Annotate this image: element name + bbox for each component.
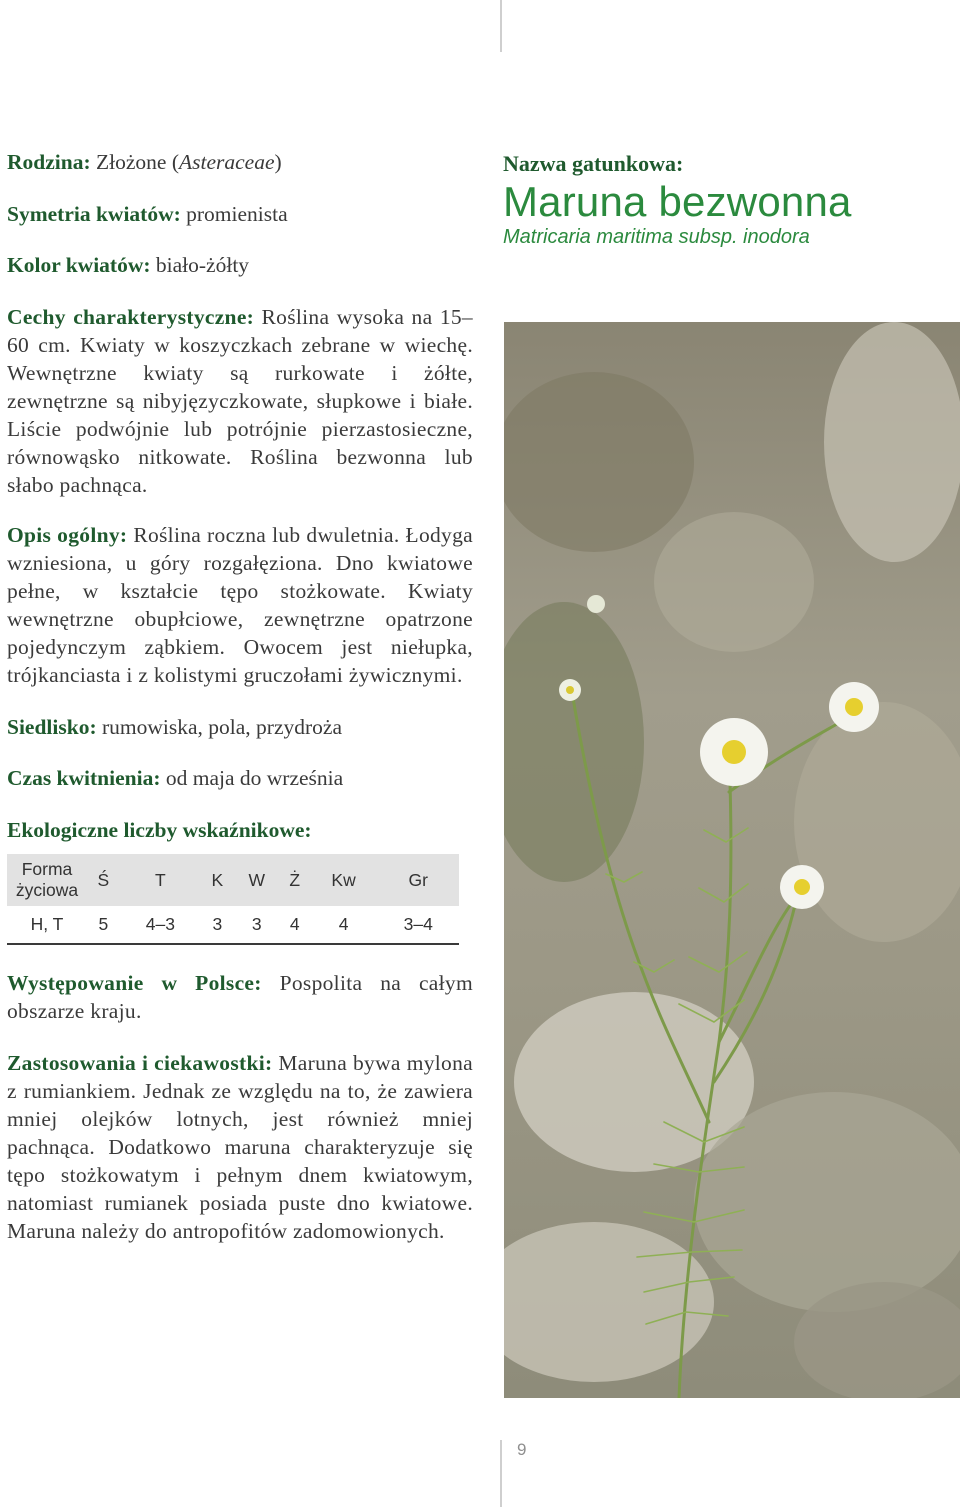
eco-header-z: Ż	[289, 869, 301, 890]
ekologiczne-field	[7, 816, 473, 844]
eco-cell-t: 4–3	[145, 914, 175, 934]
eco-cell-forma: H, T	[30, 914, 64, 934]
zastosowania-field	[7, 1049, 473, 1245]
rodzina-label: Rodzina:	[7, 150, 91, 174]
left-column	[7, 148, 473, 1245]
eco-header-s: Ś	[97, 869, 110, 890]
wystepowanie-label: Występowanie w Polsce:	[7, 971, 262, 995]
czas-label: Czas kwitnienia:	[7, 766, 161, 790]
siedlisko-label: Siedlisko:	[7, 715, 97, 739]
eco-indicator-table	[7, 854, 459, 945]
kolor-value: biało-żółty	[155, 253, 250, 277]
czas-field	[7, 764, 473, 792]
cechy-value: Roślina wysoka na 15–60 cm. Kwiaty w koszyczkach zebrane w wiechę. Wewnętrzne kwiaty są rurkowate i żółte, zewnętrzne są nibyjęzyczkowate, słupkowe i białe. Liście podwójnie lub potrójnie pierzastosieczne, równowąsko nitkowate. Roślina bezwonna lub słabo pachnąca.	[7, 305, 473, 497]
cechy-field	[7, 303, 473, 499]
eco-cell-w: 3	[251, 914, 262, 934]
siedlisko-field	[7, 713, 473, 741]
eco-cell-z: 4	[289, 914, 300, 934]
siedlisko-value: rumowiska, pola, przydroża	[102, 715, 343, 739]
eco-header-w: W	[248, 869, 265, 890]
species-name: Maruna bezwonna	[503, 178, 852, 225]
eco-header-forma-line1: Forma	[21, 859, 73, 879]
zastosowania-label: Zastosowania i ciekawostki:	[7, 1051, 273, 1075]
eco-header-forma	[7, 854, 87, 906]
eco-value-row	[7, 906, 459, 944]
zastosowania-value: Maruna bywa mylona z rumiankiem. Jednak ze względu na to, że zawiera mniej olejków lotnych, jest również mniej pachnąca. Dodatkowo maruna charakteryzuje się tępo stożkowatym i pełnym dnem kwiatowym, natomiast rumianek posiada puste dno kwiatowe. Maruna należy do antropofitów zadomowionych.	[7, 1051, 473, 1243]
wystepowanie-value: Pospolita na całym obszarze kraju.	[7, 971, 473, 1023]
opis-value: Roślina roczna lub dwuletnia. Łodyga wzniesiona, u góry rozgałęziona. Dno kwiatowe pełne, w kształcie tępo stożkowate. Kwiaty wewnętrzne obupłciowe, zewnętrzne opatrzone pojedynczym ząbkiem. Owocem jest niełupka, trójkanciasta i z kolistymi gruczołami żywicznymi.	[7, 523, 473, 687]
rodzina-close: )	[274, 150, 282, 174]
czas-value: od maja do września	[165, 766, 344, 790]
symetria-field	[7, 200, 473, 228]
eco-cell-s: 5	[98, 914, 109, 934]
eco-header-gr: Gr	[408, 869, 428, 890]
eco-cell-gr: 3–4	[403, 914, 433, 934]
eco-cell-kw: 4	[338, 914, 349, 934]
kolor-field	[7, 251, 473, 279]
rodzina-value: Złożone (	[96, 150, 179, 174]
page-number: 9	[517, 1440, 527, 1459]
species-header	[503, 150, 943, 248]
eco-header-forma-line2: życiowa	[15, 880, 79, 900]
eco-header-row	[7, 854, 459, 906]
opis-field	[7, 521, 473, 689]
species-label: Nazwa gatunkowa:	[503, 151, 684, 176]
eco-header-kw: Kw	[331, 869, 356, 890]
rodzina-latin: Asteraceae	[178, 150, 275, 174]
wystepowanie-field	[7, 969, 473, 1025]
symetria-label: Symetria kwiatów:	[7, 202, 181, 226]
opis-label: Opis ogólny:	[7, 523, 128, 547]
eco-header-k: K	[211, 869, 224, 890]
kolor-label: Kolor kwiatów:	[7, 253, 151, 277]
bottom-divider	[500, 1440, 502, 1507]
eco-cell-k: 3	[212, 914, 223, 934]
species-latin-name: Matricaria maritima subsp. inodora	[503, 226, 810, 248]
ekologiczne-label: Ekologiczne liczby wskaźnikowe:	[7, 818, 312, 842]
plant-photo	[504, 322, 960, 1398]
rodzina-field	[7, 148, 473, 176]
eco-header-t: T	[154, 869, 166, 890]
plant-photo-illustration	[504, 322, 960, 1398]
symetria-value: promienista	[186, 202, 288, 226]
top-divider	[500, 0, 502, 52]
cechy-label: Cechy charakterystyczne:	[7, 305, 255, 329]
